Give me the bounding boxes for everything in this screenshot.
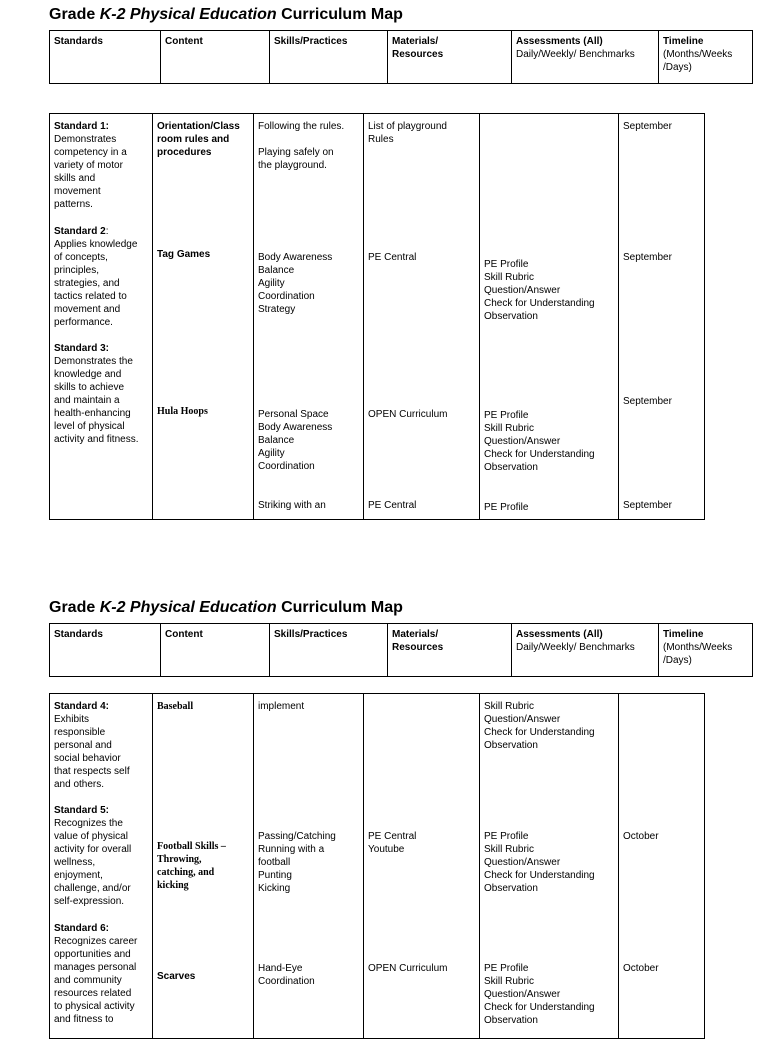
header-standards: Standards [50,624,161,677]
materials-cell [364,694,480,1039]
header-skills: Skills/Practices [270,31,388,84]
timeline-tag-games: September [623,252,672,263]
page-title: Grade K-2 Physical Education Curriculum Map [49,6,403,23]
timeline-scarves: October [623,963,659,974]
content-cell [153,114,254,520]
assessments-tag-games: PE Profile Skill Rubric Question/Answer Check for Understanding Observation [484,259,595,322]
header-skills: Skills/Practices [270,624,388,677]
materials-orientation: List of playground Rules [368,121,447,145]
curriculum-table [49,113,705,520]
skills-scarves: Hand-Eye Coordination [258,963,315,987]
skills-hula-hoops: Personal Space Body Awareness Balance Agility Coordination [258,409,333,472]
skills-football: Passing/Catching Running with a football Punting Kicking [258,831,336,894]
skills-orientation: Following the rules. Playing safely on the playground. [258,121,345,171]
standard-2: Standard 2: Applies knowledge of concepts, principles, strategies, and tactics related to movement and performance. [54,226,138,328]
standards-cell [50,694,153,1039]
standard-6: Standard 6: Recognizes career opportunities and manages personal and community resources related to physical activity and fitness to [54,923,138,1025]
header-table [49,30,753,84]
timeline-football: October [623,831,659,842]
assessments-baseball: Skill Rubric Question/Answer Check for Understanding Observation [484,701,595,751]
assessments-striking: PE Profile [484,502,529,513]
timeline-cell [619,114,705,520]
assessments-cell [480,114,619,520]
content-scarves: Scarves [157,971,196,982]
materials-cell [364,114,480,520]
standard-1: Standard 1: Demonstrates competency in a variety of motor skills and movement patterns. [54,121,127,210]
header-assessments: Assessments (All) Daily/Weekly/ Benchmarks [512,31,659,84]
materials-hula-hoops: OPEN Curriculum [368,409,448,420]
timeline-orientation: September [623,121,672,132]
content-orientation: Orientation/Class room rules and procedures [157,121,240,158]
content-baseball: Baseball [157,701,194,712]
materials-scarves: OPEN Curriculum [368,963,448,974]
materials-striking: PE Central [368,500,417,511]
standards-cell [50,114,153,520]
timeline-striking: September [623,500,672,511]
assessments-scarves: PE Profile Skill Rubric Question/Answer Check for Understanding Observation [484,963,595,1026]
standard-3: Standard 3: Demonstrates the knowledge and skills to achieve and maintain a health-enhancing level of physical activity and fitness. [54,343,139,445]
assessments-cell [480,694,619,1039]
curriculum-table-2 [49,693,705,1039]
header-table-2 [49,623,753,677]
skills-cell [254,694,364,1039]
materials-tag-games: PE Central [368,252,417,263]
skills-baseball: implement [258,701,305,712]
content-football: Football Skills – Throwing, catching, and kicking [157,841,226,891]
skills-tag-games: Body Awareness Balance Agility Coordination Strategy [258,252,333,315]
header-standards: Standards [50,31,161,84]
assessments-hula-hoops: PE Profile Skill Rubric Question/Answer Check for Understanding Observation [484,410,595,473]
timeline-cell [619,694,705,1039]
header-timeline: Timeline (Months/Weeks /Days) [659,31,753,84]
page-title-2: Grade K-2 Physical Education Curriculum Map [49,599,403,616]
header-materials: Materials/ Resources [388,624,512,677]
skills-cell [254,114,364,520]
assessments-football: PE Profile Skill Rubric Question/Answer Check for Understanding Observation [484,831,595,894]
header-content: Content [161,624,270,677]
content-tag-games: Tag Games [157,249,211,260]
header-timeline: Timeline (Months/Weeks /Days) [659,624,753,677]
standard-5: Standard 5: Recognizes the value of physical activity for overall wellness, enjoyment, challenge, and/or self-expression. [54,805,132,907]
materials-football: PE Central Youtube [368,831,417,855]
header-content: Content [161,31,270,84]
content-hula-hoops: Hula Hoops [157,406,208,417]
standard-4: Standard 4: Exhibits responsible personal and social behavior that respects self and others. [54,701,130,790]
timeline-hula-hoops: September [623,396,672,407]
content-cell [153,694,254,1039]
header-assessments: Assessments (All) Daily/Weekly/ Benchmarks [512,624,659,677]
skills-striking: Striking with an [258,500,326,511]
header-materials: Materials/ Resources [388,31,512,84]
